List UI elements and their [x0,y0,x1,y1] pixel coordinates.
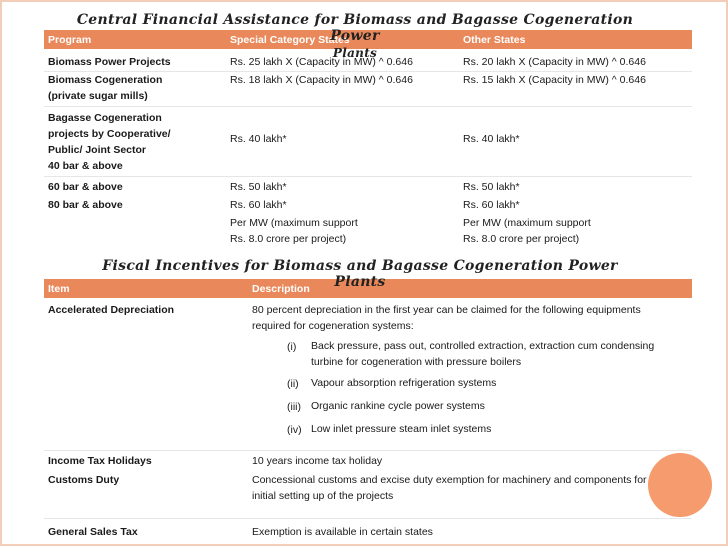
header-item: Item [48,283,70,295]
item-income-tax: Income Tax Holidays [48,455,152,467]
subitem-number: (iii) [287,401,301,413]
special-biomass-cogen: Rs. 18 lakh X (Capacity in MW) ^ 0.646 [230,74,413,86]
subitem-text: Vapour absorption refrigeration systems [311,377,497,389]
item-general-sales-tax: General Sales Tax [48,526,138,538]
subitem-text: Low inlet pressure steam inlet systems [311,423,492,435]
subitem-text: Organic rankine cycle power systems [311,400,485,412]
header-description: Description [252,283,310,295]
row-divider [44,450,692,451]
desc-customs-duty: Concessional customs and excise duty exemption for machinery and components for initial setting up of the projects [252,474,647,502]
special-bagasse-cogen: Rs. 40 lakh* [230,133,287,145]
row-divider [44,106,692,107]
program-higher-bar: 60 bar & above 80 bar & above [48,181,123,211]
desc-income-tax: 10 years income tax holiday [252,455,383,467]
header-program: Program [48,34,92,46]
central-title: Central Financial Assistance for Biomass and Bagasse Cogeneration Power Plants [76,12,634,60]
header-special-category: Special Category States [230,34,350,46]
header-other-states: Other States [463,34,526,46]
other-biomass-cogen: Rs. 15 lakh X (Capacity in MW) ^ 0.646 [463,74,646,86]
program-biomass-cogen: Biomass Cogeneration (private sugar mills) [48,74,163,102]
fiscal-title: Fiscal Incentives for Biomass and Bagasse Cogeneration Power Plants [102,258,618,290]
program-biomass-power: Biomass Power Projects [48,56,171,68]
item-customs-duty: Customs Duty [48,474,120,486]
special-biomass-power: Rs. 25 lakh X (Capacity in MW) ^ 0.646 [230,56,413,68]
row-divider [44,176,692,177]
other-higher-bar: Rs. 50 lakh* Rs. 60 lakh* Per MW (maximum support Rs. 8.0 crore per project) [463,181,591,245]
program-bagasse-cogen: Bagasse Cogeneration projects by Cooperative/ Public/ Joint Sector 40 bar & above [48,112,171,172]
other-bagasse-cogen: Rs. 40 lakh* [463,133,520,145]
desc-accelerated-depreciation: 80 percent depreciation in the first year can be claimed for the following equipments required for cogeneration systems: [252,304,641,332]
decorative-circle [648,453,712,517]
special-higher-bar: Rs. 50 lakh* Rs. 60 lakh* Per MW (maximum support Rs. 8.0 crore per project) [230,181,358,245]
subitem-number: (i) [287,341,297,353]
subitem-number: (ii) [287,378,299,390]
subitem-text: Back pressure, pass out, controlled extraction, extraction cum condensing turbine for cogeneration with pressure boilers [311,340,655,368]
row-divider [44,518,692,519]
item-accelerated-depreciation: Accelerated Depreciation [48,304,175,316]
desc-general-sales-tax: Exemption is available in certain states [252,526,433,538]
subitem-number: (iv) [287,424,302,436]
other-biomass-power: Rs. 20 lakh X (Capacity in MW) ^ 0.646 [463,56,646,68]
